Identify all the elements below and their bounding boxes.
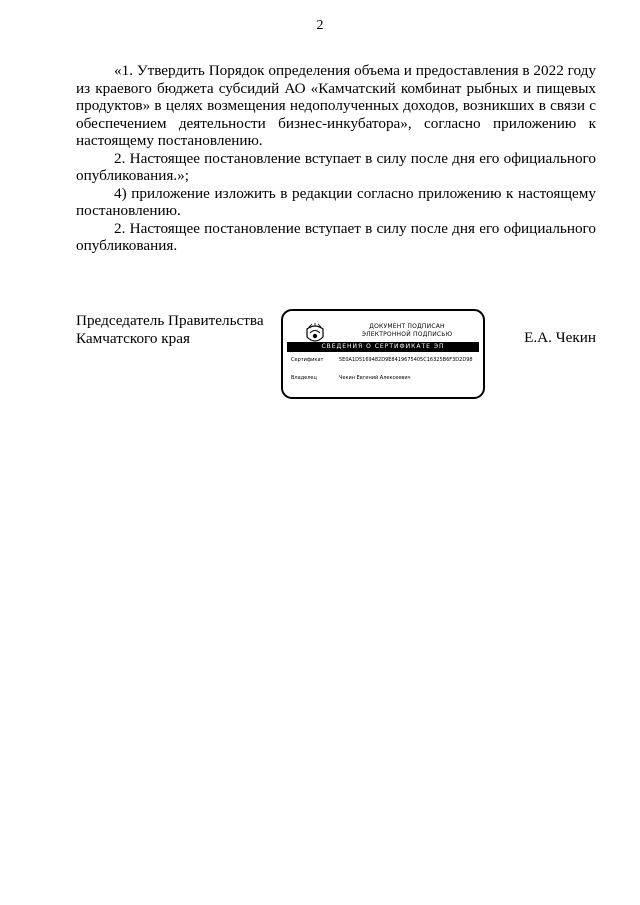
signer-title-line: Председатель Правительства	[76, 312, 264, 329]
paragraph: 4) приложение изложить в редакции согласно приложению к настоящему постановлению.	[76, 184, 596, 219]
stamp-certificate-bar: СВЕДЕНИЯ О СЕРТИФИКАТЕ ЭП	[287, 342, 479, 352]
stamp-owner-value: Чекин Евгений Алексеевич	[339, 375, 411, 381]
stamp-certificate-row	[291, 357, 477, 363]
stamp-certificate-label: Сертификат	[291, 357, 324, 363]
signer-title	[76, 312, 264, 347]
paragraph: 2. Настоящее постановление вступает в силу после дня его официального опубликования.	[76, 219, 596, 254]
page-number: 2	[316, 18, 324, 33]
stamp-owner-row	[291, 375, 477, 381]
stamp-header-line: ДОКУМЕНТ ПОДПИСАН	[369, 323, 445, 330]
stamp-header	[335, 323, 479, 339]
e-signature-stamp	[281, 309, 485, 399]
paragraph: «1. Утвердить Порядок определения объема и предоставления в 2022 году из краевого бюджета субсидий АО «Камчатский комбинат рыбных и пищевых продуктов» в целях возмещения недополученных доходов, возникших в связи с обеспечением деятельности бизнес-инкубатора», согласно приложению к настоящему постановлению.	[76, 62, 596, 149]
paragraph: 2. Настоящее постановление вступает в силу после дня его официального опубликования.»;	[76, 149, 596, 184]
stamp-owner-label: Владелец	[291, 375, 317, 381]
stamp-certificate-value: 5E0A1D5169482D9E8419675405C16325B6F3D2D98	[339, 357, 473, 363]
stamp-header-line: ЭЛЕКТРОННОЙ ПОДПИСЬЮ	[361, 331, 453, 338]
document-body	[76, 62, 596, 255]
signer-name: Е.А. Чекин	[524, 329, 596, 346]
signer-title-line: Камчатского края	[76, 329, 190, 347]
